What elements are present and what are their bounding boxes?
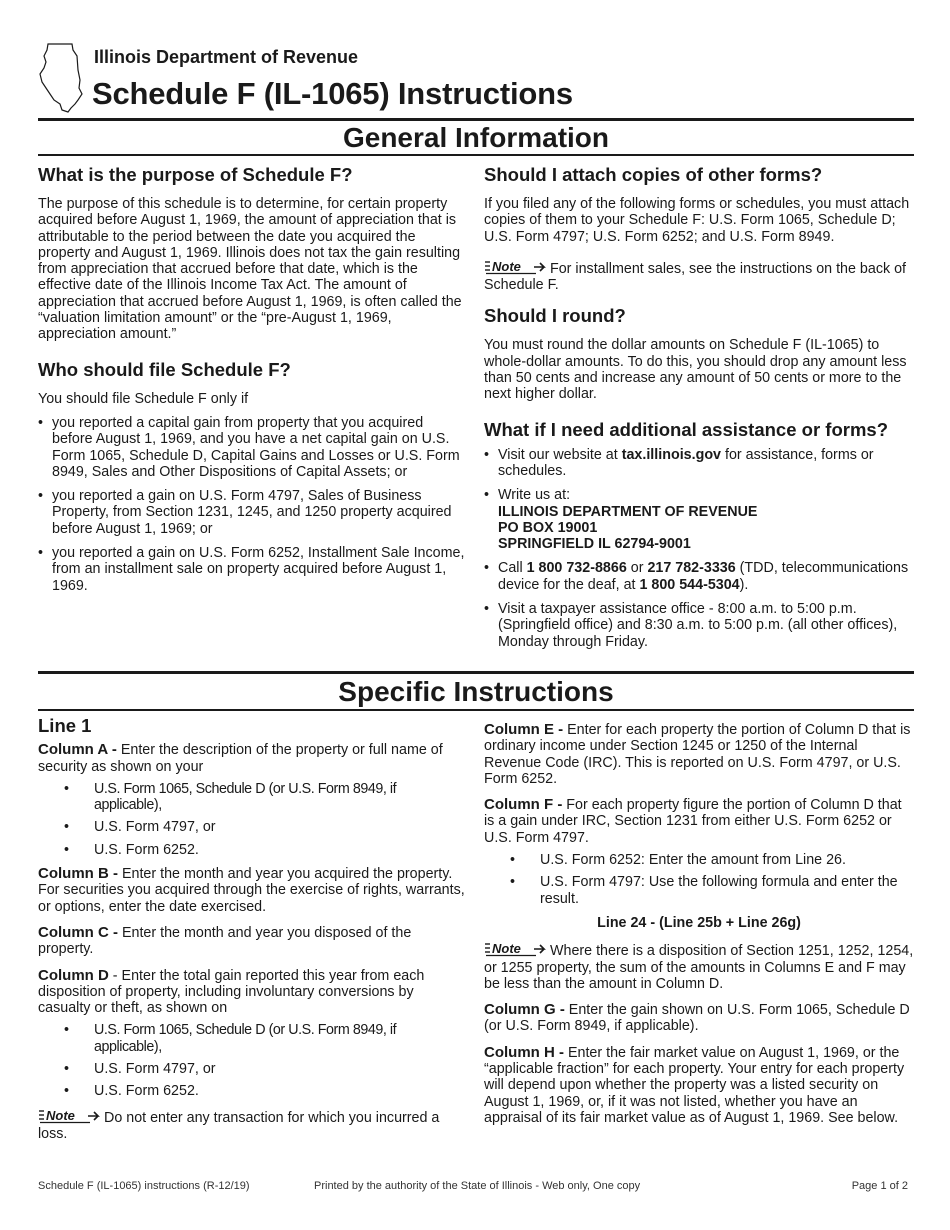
attach-note: Note For installment sales, see the instructions on the back of Schedule F.	[484, 258, 907, 294]
website-link[interactable]: tax.illinois.gov	[621, 446, 722, 463]
column-a-list	[38, 781, 466, 858]
column-f-formula: Line 24 - (Line 25b + Line 26g)	[597, 914, 801, 931]
general-info-rule	[38, 154, 914, 156]
list-item: • Call 1 800 732-8866 or 217 782-3336 (TDD, telecommunications device for the deaf, at 1 800 544-5304).	[484, 560, 909, 593]
document-title: Schedule F (IL-1065) Instructions	[92, 76, 573, 111]
assist-list	[484, 447, 914, 650]
list-item: • you reported a gain on U.S. Form 4797, Sales of Business Property, from Section 1231, 1245, and 1250 property acquired before August 1, 1969; or	[38, 488, 452, 537]
column-f-note: Note Where there is a disposition of Section 1251, 1252, 1254, or 1255 property, the sum of the amounts in Columns E and F may be less than the amount in Column D.	[484, 941, 914, 992]
who-list	[38, 415, 466, 594]
page-header	[38, 38, 914, 116]
address-line: ILLINOIS DEPARTMENT OF REVENUE	[498, 503, 758, 520]
phone-number: 217 782-3336	[647, 560, 736, 577]
attach-text: If you filed any of the following forms or schedules, you must attach copies of them to your Schedule F: U.S. Form 1065, Schedule D; U.S. Form 4797; U.S. Form 6252; and U.S. Form 8949.	[484, 196, 910, 245]
address-line: SPRINGFIELD IL 62794-9001	[498, 536, 691, 553]
tdd-number: 1 800 544-5304	[639, 576, 740, 593]
assist-heading: What if I need additional assistance or forms?	[484, 418, 888, 440]
column-d-note: Note Do not enter any transaction for which you incurred a loss.	[38, 1107, 440, 1142]
column-a-text: Column A - Enter the description of the property or full name of security as shown on your	[38, 741, 443, 775]
line-1-heading: Line 1	[38, 715, 92, 736]
round-text: You must round the dollar amounts on Schedule F (IL-1065) to whole-dollar amounts. To do this, you should drop any amount less than 50 cents and increase any amount of 50 cents or more to the next higher dollar.	[484, 337, 907, 403]
general-left-column	[38, 164, 466, 604]
note-arrow-icon	[484, 941, 546, 957]
column-d-text: Column D - Enter the total gain reported this year from each disposition of property, including involuntary conversions by casualty or theft, as shown on	[38, 966, 425, 1017]
purpose-text: The purpose of this schedule is to determine, for certain property acquired before August 1, 1969, the amount of appreciation that is attributable to the period between the date you acquired the property and August 1, 1969. Illinois does not tax the gain resulting from appreciation that accrued before that date, which is the effective date of the Illinois Income Tax Act. The amount of appreciation that accrued before August 1, 1969, is often called the “valuation limitation amount” or the “pre-August 1, 1969, appreciation amount.”	[38, 196, 462, 343]
column-h-text: Column H - Enter the fair market value on August 1, 1969, or the “applicable fraction” for each property. Your entry for each property will depend upon whether the property was a listed security on August 1, 1969, or, if it was not listed, whether you have an appraisal of its fair market value as of August 1, 1969. See below.	[484, 1043, 905, 1126]
agency-name: Illinois Department of Revenue	[94, 47, 359, 67]
who-intro: You should file Schedule F only if	[38, 390, 249, 407]
svg-text:Note: Note	[492, 941, 521, 957]
list-item: • U.S. Form 1065, Schedule D (or U.S. Form 8949, if applicable),	[64, 1022, 397, 1055]
list-item: • you reported a capital gain from property that you acquired before August 1, 1969, and you have a net capital gain on U.S. Form 1065, Schedule D, Capital Gains and Losses or U.S. Form 8949, Sales and Other Dispositions of Capital Assets; or	[38, 414, 460, 480]
phone-number: 1 800 732-8866	[526, 560, 627, 577]
specific-instructions-title: Specific Instructions	[338, 676, 614, 707]
illinois-state-outline-icon	[38, 42, 86, 114]
column-d-list	[38, 1022, 466, 1099]
attach-heading: Should I attach copies of other forms?	[484, 164, 823, 185]
list-item: • Visit our website at tax.illinois.gov for assistance, forms or schedules.	[484, 446, 874, 479]
round-heading: Should I round?	[484, 305, 626, 327]
list-item: • U.S. Form 1065, Schedule D (or U.S. Form 8949, if applicable),	[64, 780, 397, 814]
purpose-heading: What is the purpose of Schedule F?	[38, 164, 353, 185]
list-item: • U.S. Form 6252.	[64, 1083, 199, 1100]
specific-left-column	[38, 715, 466, 1156]
footer-authority: Printed by the authority of the State of Illinois - Web only, One copy	[314, 1180, 641, 1192]
general-info-title: General Information	[342, 122, 610, 153]
note-arrow-icon	[484, 259, 546, 275]
list-item: • U.S. Form 4797, or	[64, 819, 216, 836]
list-item: • Write us at: ILLINOIS DEPARTMENT OF REVENUE PO BOX 19001 SPRINGFIELD IL 62794-9001	[484, 487, 758, 553]
list-item: • Visit a taxpayer assistance office - 8:00 a.m. to 5:00 p.m. (Springfield office) and 8:30 a.m. to 5:00 p.m. (all other offices), Monday through Friday.	[484, 601, 898, 650]
list-item: • you reported a gain on U.S. Form 6252, Installment Sale Income, from an installment sale on property acquired before August 1, 1969.	[38, 545, 465, 594]
column-f-list	[484, 852, 914, 907]
column-b-text: Column B - Enter the month and year you acquired the property. For securities you acquired through the exercise of rights, warrants, or options, enter the date exercised.	[38, 865, 465, 915]
who-heading: Who should file Schedule F?	[38, 358, 291, 380]
footer-form-id: Schedule F (IL-1065) instructions (R-12/19)	[38, 1180, 250, 1192]
list-item: • U.S. Form 4797: Use the following formula and enter the result.	[510, 874, 898, 907]
list-item: • U.S. Form 4797, or	[64, 1061, 216, 1078]
note-arrow-icon	[38, 1108, 100, 1124]
svg-text:Note: Note	[492, 258, 521, 274]
column-c-text: Column C - Enter the month and year you disposed of the property.	[38, 923, 412, 958]
column-g-text: Column G - Enter the gain shown on U.S. Form 1065, Schedule D (or U.S. Form 8949, if applicable).	[484, 1001, 910, 1035]
general-right-column	[484, 164, 914, 660]
specific-instructions-rule	[38, 709, 914, 711]
address-line: PO BOX 19001	[498, 519, 598, 536]
column-f-text: Column F - For each property figure the portion of Column D that is a gain under IRC, Section 1231 from either U.S. Form 6252 or U.S. Form 4797.	[484, 796, 902, 846]
specific-right-column	[484, 722, 914, 1140]
list-item: • U.S. Form 6252: Enter the amount from Line 26.	[510, 852, 846, 869]
list-item: • U.S. Form 6252.	[64, 841, 199, 858]
svg-text:Note: Note	[46, 1107, 75, 1123]
header-rule	[38, 118, 914, 121]
column-e-text: Column E - Enter for each property the portion of Column D that is ordinary income under Section 1245 or 1250 of the Internal Revenue Code (IRC). This is reported on U.S. Form 4797, or U.S. Form 6252.	[484, 721, 911, 787]
footer-page-number: Page 1 of 2	[851, 1180, 908, 1192]
specific-top-rule	[38, 671, 914, 674]
